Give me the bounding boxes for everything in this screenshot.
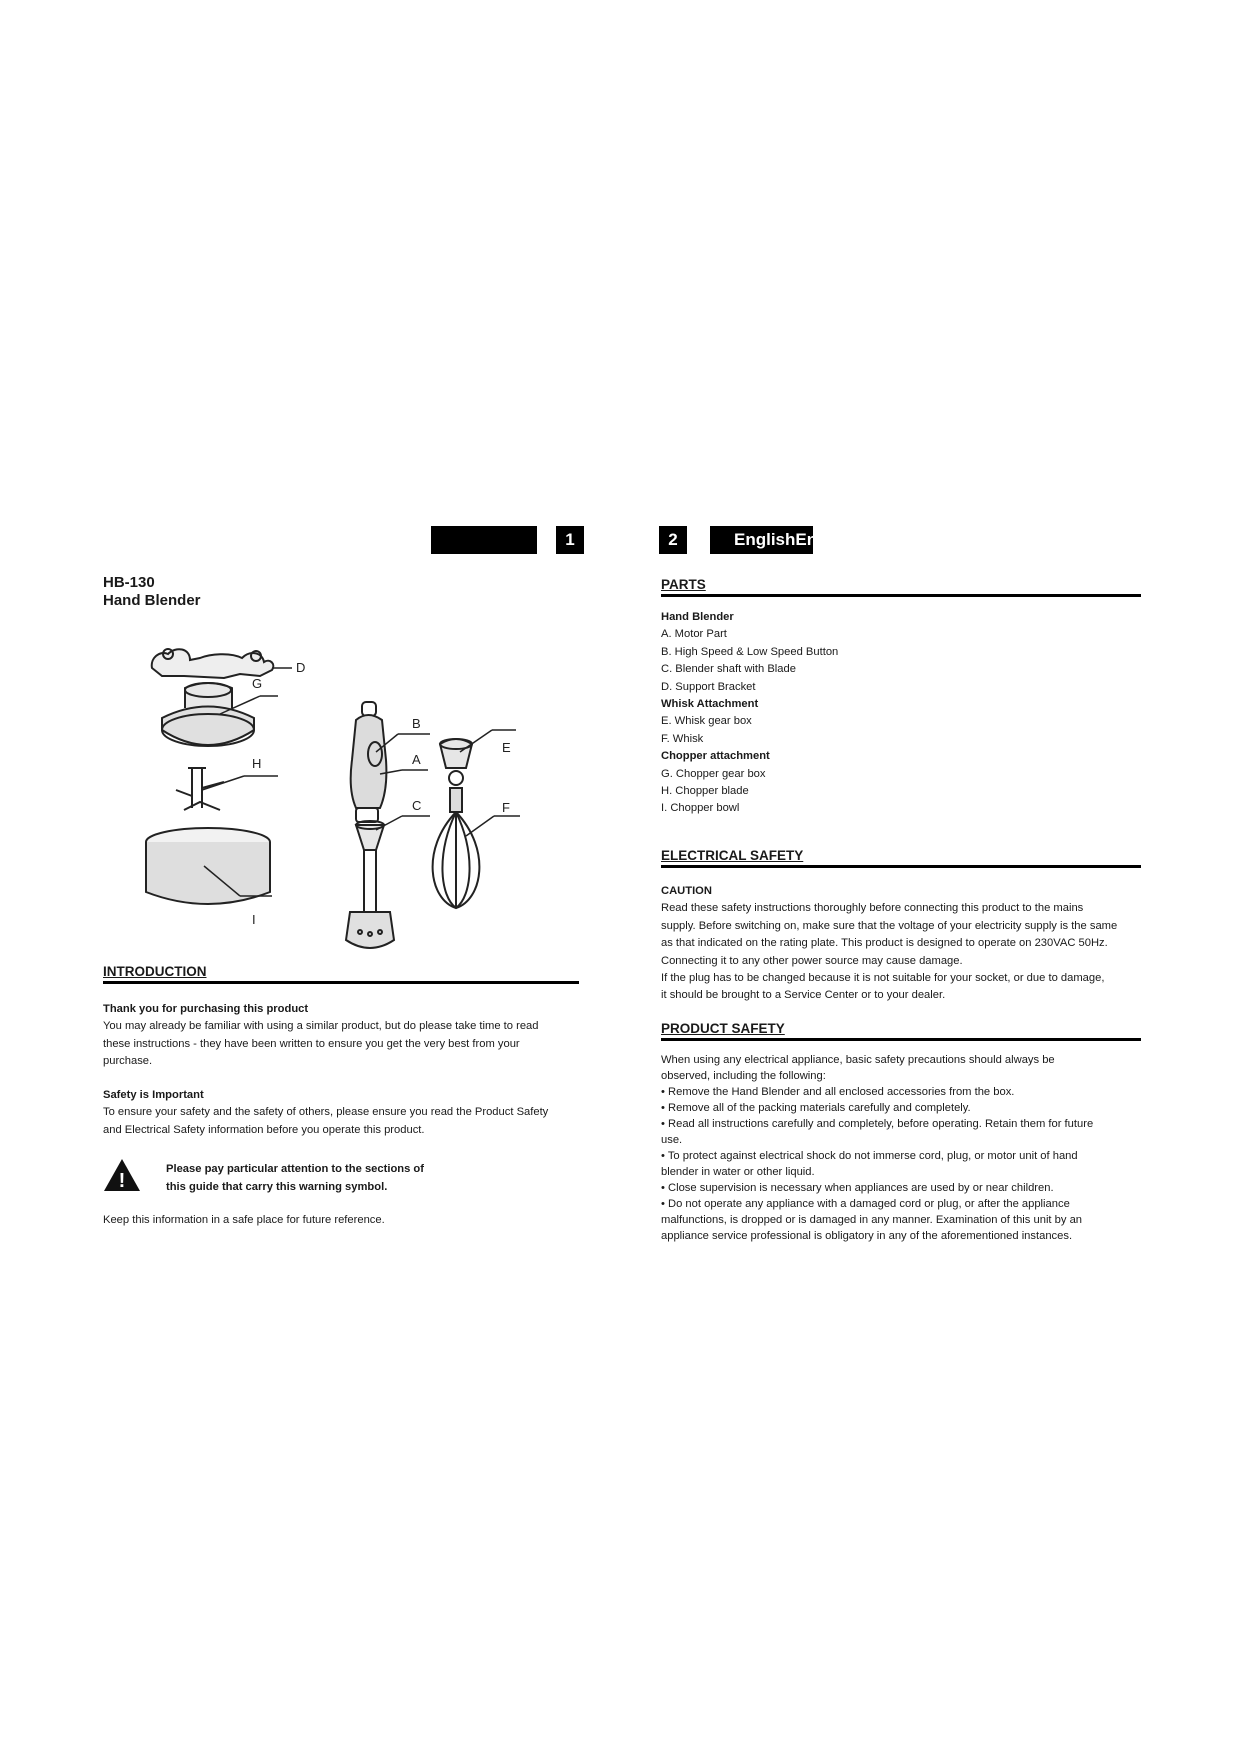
introduction-heading: INTRODUCTION <box>103 964 579 984</box>
product-safety-line: • Remove all of the packing materials carefully and completely. <box>661 1102 971 1114</box>
thank-you-heading: Thank you for purchasing this product <box>103 1003 309 1015</box>
caution-line: supply. Before switching on, make sure that the voltage of your electricity supply is the same <box>661 919 1118 932</box>
product-safety-line: blender in water or other liquid. <box>661 1166 815 1178</box>
warning-line: this guide that carry this warning symbol. <box>166 1181 388 1193</box>
warning-triangle-icon <box>103 1158 141 1192</box>
model-number: HB-130 <box>103 574 155 591</box>
product-safety-line: • To protect against electrical shock do not immerse cord, plug, or motor unit of hand <box>661 1150 1078 1162</box>
caution-heading: CAUTION <box>661 885 712 897</box>
parts-group-heading: Hand Blender <box>661 611 734 623</box>
product-safety-line: • Do not operate any appliance with a damaged cord or plug, or after the appliance <box>661 1198 1070 1210</box>
header-black-bar <box>431 526 537 554</box>
product-safety-line: • Close supervision is necessary when appliances are used by or near children. <box>661 1182 1054 1194</box>
product-safety-line: observed, including the following: <box>661 1070 826 1082</box>
label-c: C <box>412 798 422 813</box>
product-safety-block <box>661 1052 1093 1244</box>
caution-line: Read these safety instructions thoroughly before connecting this product to the mains <box>661 902 1084 915</box>
parts-item: C. Blender shaft with Blade <box>661 663 796 676</box>
parts-item: A. Motor Part <box>661 628 727 641</box>
caution-line: it should be brought to a Service Center or to your dealer. <box>661 989 946 1002</box>
label-i: I <box>252 912 256 927</box>
caution-line: Connecting it to any other power source may cause damage. <box>661 954 963 967</box>
product-safety-line: When using any electrical appliance, basic safety precautions should always be <box>661 1054 1055 1066</box>
caution-line: as that indicated on the rating plate. This product is designed to operate on 230VAC 50Hz. <box>661 937 1108 950</box>
warning-note <box>166 1160 424 1196</box>
parts-item: F. Whisk <box>661 732 704 745</box>
label-b: B <box>412 716 421 731</box>
safety-heading: Safety is Important <box>103 1089 204 1101</box>
product-safety-line: malfunctions, is dropped or is damaged in any manner. Examination of this unit by an <box>661 1214 1083 1226</box>
label-d: D <box>296 660 306 675</box>
thank-you-line: purchase. <box>103 1055 153 1068</box>
electrical-safety-heading: ELECTRICAL SAFETY <box>661 848 1141 868</box>
label-e: E <box>502 740 511 755</box>
product-title <box>103 574 201 610</box>
language-tab: EnglishEng <box>710 526 813 554</box>
product-safety-line: • Read all instructions carefully and completely, before operating. Retain them for future <box>661 1118 1094 1130</box>
safety-block <box>103 1087 548 1139</box>
parts-item: E. Whisk gear box <box>661 715 752 728</box>
parts-item: B. High Speed & Low Speed Button <box>661 645 839 658</box>
product-safety-line: • Remove the Hand Blender and all enclosed accessories from the box. <box>661 1086 1015 1098</box>
label-h: H <box>252 756 262 771</box>
parts-illustration <box>140 640 540 960</box>
parts-group-heading: Whisk Attachment <box>661 698 759 711</box>
product-safety-line: use. <box>661 1134 683 1146</box>
warning-line: Please pay particular attention to the sections of <box>166 1163 424 1175</box>
left-page-number: 1 <box>556 526 584 554</box>
safety-line: and Electrical Safety information before you operate this product. <box>103 1123 425 1136</box>
label-g: G <box>252 676 263 691</box>
right-page-number: 2 <box>659 526 687 554</box>
safety-line: To ensure your safety and the safety of others, please ensure you read the Product Safety <box>103 1106 549 1119</box>
parts-item: G. Chopper gear box <box>661 767 766 780</box>
parts-item: I. Chopper bowl <box>661 802 740 815</box>
caution-line: If the plug has to be changed because it is not suitable for your socket, or due to damage, <box>661 972 1105 985</box>
product-safety-line: appliance service professional is obligatory in any of the aforementioned instances. <box>661 1230 1073 1242</box>
product-safety-heading: PRODUCT SAFETY <box>661 1021 1141 1041</box>
parts-group-heading: Chopper attachment <box>661 750 770 763</box>
thank-you-line: these instructions - they have been written to ensure you get the very best from your <box>103 1037 520 1050</box>
label-a: A <box>412 752 421 767</box>
thank-you-block <box>103 1001 539 1071</box>
label-f: F <box>502 800 510 815</box>
parts-item: H. Chopper blade <box>661 785 749 798</box>
warning-icon-glyph: ! <box>118 1170 126 1192</box>
keep-note: Keep this information in a safe place for future reference. <box>103 1214 385 1226</box>
parts-item: D. Support Bracket <box>661 680 756 693</box>
caution-block <box>661 883 1117 1005</box>
parts-heading: PARTS <box>661 577 1141 597</box>
parts-list <box>661 609 838 818</box>
thank-you-line: You may already be familiar with using a similar product, but do please take time to read <box>103 1020 539 1033</box>
product-name: Hand Blender <box>103 592 201 609</box>
